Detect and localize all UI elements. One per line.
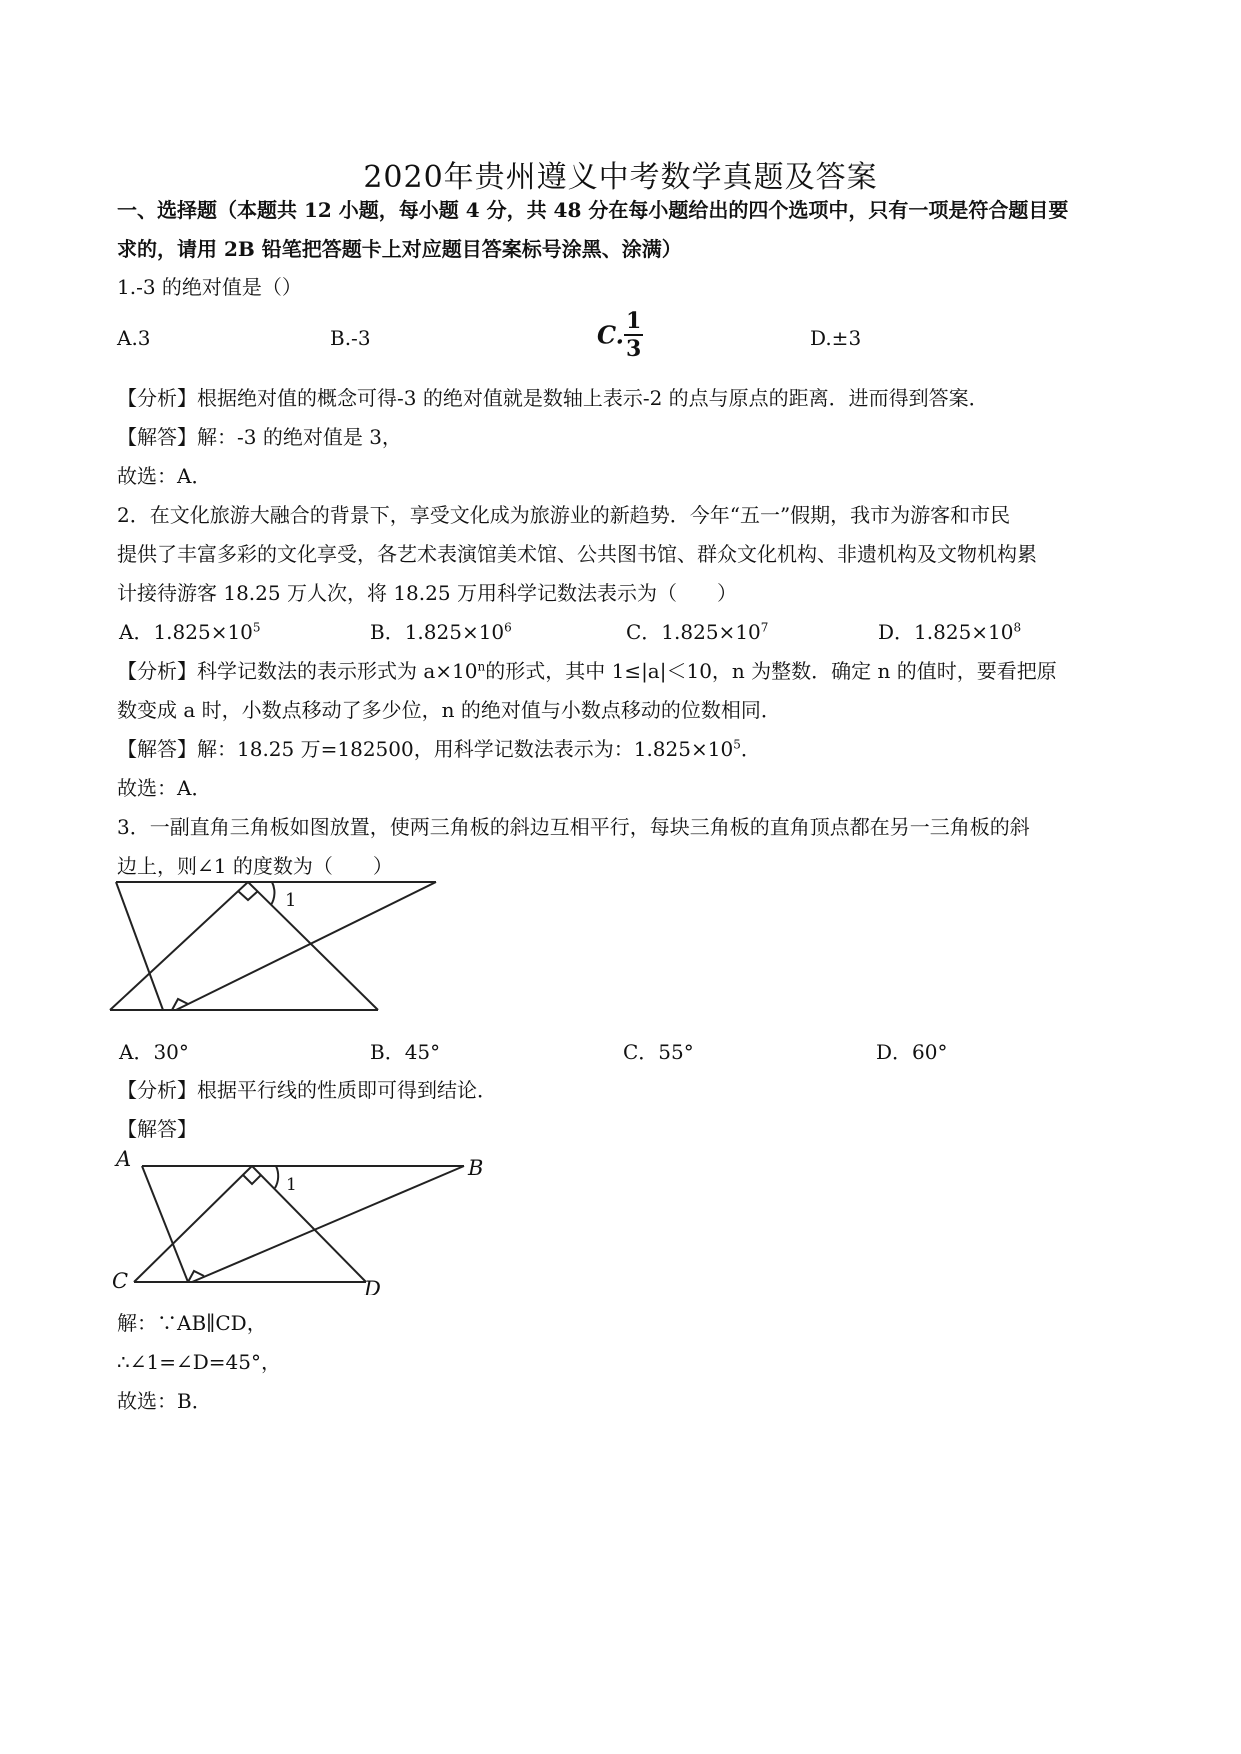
q1-stem: 1.-3 的绝对值是（）	[117, 275, 302, 299]
figure-angle-label: 1	[285, 890, 297, 911]
q3-analysis: 【分析】根据平行线的性质即可得到结论．	[117, 1078, 497, 1102]
q3-solution-line1: 解：∵AB∥CD，	[117, 1311, 267, 1335]
q1-option-b: B.-3	[330, 326, 371, 350]
q3-choice: 故选：B．	[117, 1389, 212, 1413]
q3-stem-line1: 3．一副直角三角板如图放置，使两三角板的斜边互相平行，每块三角板的直角顶点都在另一三角板的斜	[117, 815, 1030, 839]
q3-option-c: C．55°	[623, 1040, 694, 1064]
q3-solution-line2: ∴∠1=∠D=45°，	[117, 1350, 281, 1374]
q2-option-b-base: B．1.825×10	[370, 620, 505, 644]
q2-answer-end: ．	[740, 737, 761, 761]
solution-angle-arc	[275, 1166, 278, 1188]
q2-option-a-exponent: 5	[252, 620, 261, 635]
q2-answer	[117, 733, 761, 762]
q1-analysis: 【分析】根据绝对值的概念可得-3 的绝对值就是数轴上表示-2 的点与原点的距离．进而得到答案．	[117, 386, 989, 410]
q1-option-a: A.3	[117, 326, 151, 350]
q2-stem-line3: 计接待游客 18.25 万人次，将 18.25 万用科学记数法表示为（ ）	[117, 581, 737, 605]
q1-answer: 【解答】解：-3 的绝对值是 3，	[117, 425, 402, 449]
q2-choice: 故选：A．	[117, 776, 212, 800]
q2-option-b	[370, 616, 512, 645]
q2-option-c	[626, 616, 768, 645]
figure-leg-upper-left	[110, 882, 248, 1010]
q2-analysis-text-rest: 的形式，其中 1≤|a|＜10，n 为整数．确定 n 的值时，要看把原	[485, 659, 1057, 683]
q2-option-b-exponent: 6	[504, 620, 512, 635]
q1-option-c	[597, 310, 643, 360]
q2-option-a-base: A．1.825×10	[119, 620, 253, 644]
label-c: C	[112, 1269, 129, 1293]
figure-angle-arc	[271, 882, 274, 905]
q1-choice: 故选：A．	[117, 464, 212, 488]
q2-analysis-line1	[117, 655, 1057, 684]
label-a: A	[116, 1147, 132, 1171]
label-d: D	[364, 1277, 381, 1295]
q3-answer-heading: 【解答】	[117, 1117, 197, 1141]
fraction-denominator: 3	[626, 336, 642, 362]
q2-analysis-line2: 数变成 a 时，小数点移动了多少位，n 的绝对值与小数点移动的位数相同．	[117, 698, 781, 722]
figure-leg-long	[176, 882, 436, 1010]
figure-leg-upper-right	[248, 882, 378, 1010]
q2-analysis-exponent: n	[477, 659, 486, 674]
fraction-numerator: 1	[626, 308, 642, 334]
q2-option-a	[119, 616, 261, 645]
q3-option-d: D．60°	[876, 1040, 948, 1064]
solution-left-edge	[142, 1166, 188, 1282]
q2-analysis-text: 【分析】科学记数法的表示形式为 a×10	[117, 659, 478, 683]
solution-right-angle-top	[243, 1175, 261, 1184]
section-heading-line1: 一、选择题（本题共 12 小题，每小题 4 分，共 48 分在每小题给出的四个选项中，只有一项是符合题目要	[117, 198, 1069, 222]
q2-option-d-exponent: 8	[1013, 620, 1022, 635]
q2-stem-line1: 2．在文化旅游大融合的背景下，享受文化成为旅游业的新趋势．今年“五一”假期，我市为游客和市民	[117, 503, 1011, 527]
solution-leg-upper-right	[252, 1166, 366, 1282]
q2-option-d-base: D．1.825×10	[878, 620, 1014, 644]
q1-option-c-letter: C.	[597, 320, 625, 350]
figure-right-angle-top	[238, 891, 258, 900]
q1-option-d: D.±3	[810, 326, 862, 350]
q2-answer-text: 【解答】解：18.25 万=182500，用科学记数法表示为：1.825×10	[117, 737, 734, 761]
q1-option-c-fraction	[624, 310, 643, 360]
solution-leg-long	[192, 1166, 464, 1282]
q2-option-c-exponent: 7	[760, 620, 769, 635]
page-title: 2020年贵州遵义中考数学真题及答案	[363, 160, 878, 195]
q3-stem-line2: 边上，则∠1 的度数为（ ）	[117, 854, 393, 878]
q2-option-c-base: C．1.825×10	[626, 620, 761, 644]
solution-angle-label: 1	[286, 1175, 297, 1195]
q2-answer-exponent: 5	[733, 737, 741, 752]
figure-left-edge	[116, 882, 163, 1010]
section-heading-line2: 求的，请用 2B 铅笔把答题卡上对应题目答案标号涂黑、涂满）	[117, 237, 682, 261]
q2-stem-line2: 提供了丰富多彩的文化享受，各艺术表演馆美术馆、公共图书馆、群众文化机构、非遗机构及文物机构累	[117, 542, 1037, 566]
q3-figure-triangles	[100, 870, 460, 1030]
q3-option-b: B．45°	[370, 1040, 441, 1064]
label-b: B	[468, 1156, 484, 1180]
q3-solution-figure	[108, 1140, 498, 1295]
q3-option-a: A．30°	[119, 1040, 189, 1064]
q2-option-d	[878, 616, 1021, 645]
